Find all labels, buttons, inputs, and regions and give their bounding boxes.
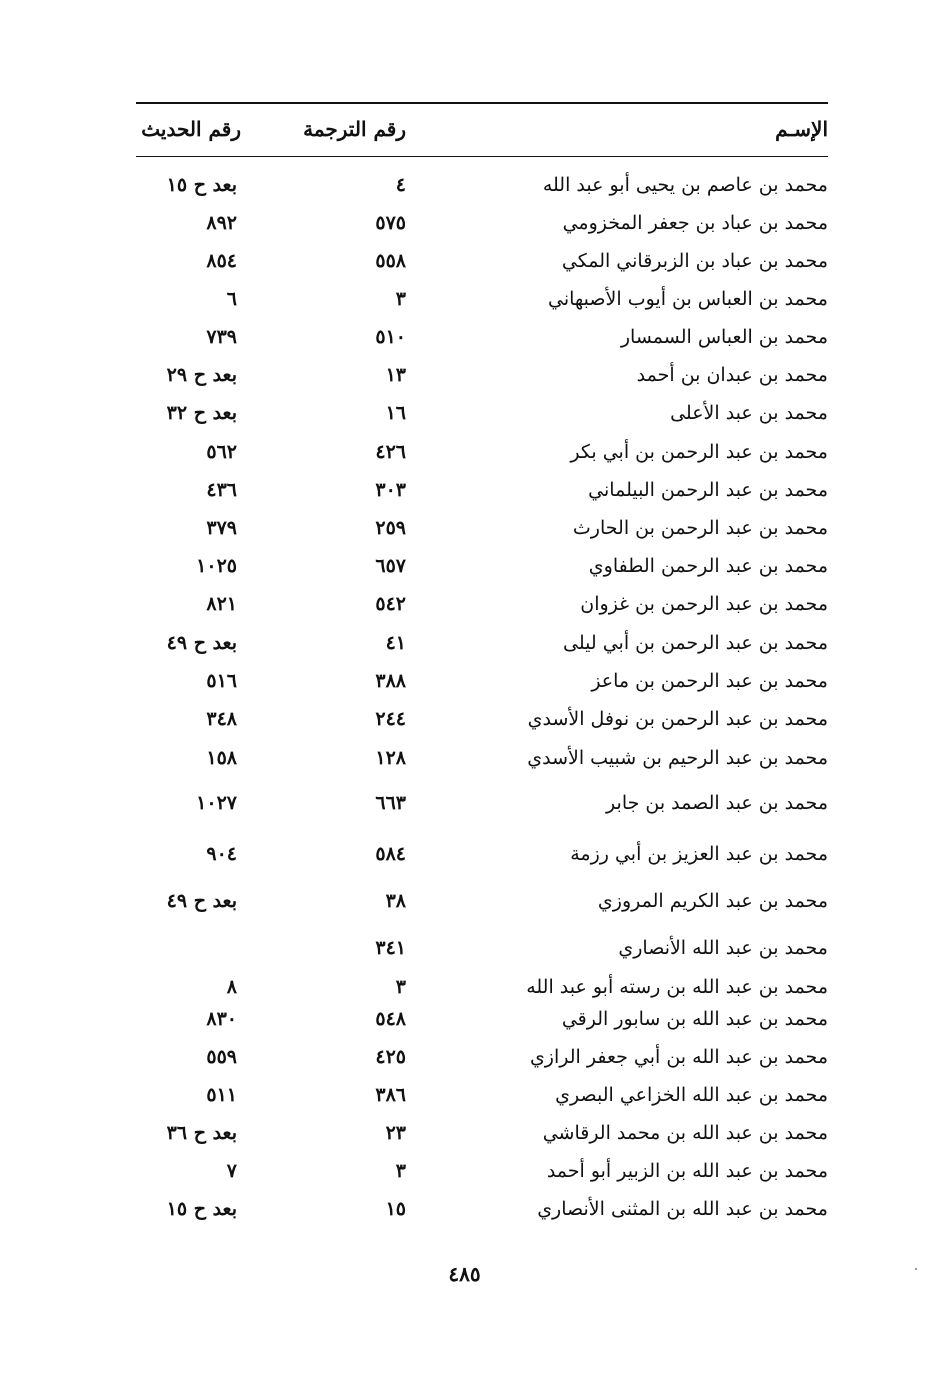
row-name: محمد بن عبد الله بن رسته أبو عبد الله (526, 976, 828, 998)
row-tarjama-number: ٣٨٨ (375, 670, 406, 692)
table-row (0, 1116, 929, 1150)
row-name: محمد بن عباد بن الزبرقاني المكي (561, 250, 828, 272)
row-name: محمد بن عبد العزيز بن أبي رزمة (570, 843, 828, 865)
header-tarjama-number: رقم الترجمة (303, 117, 406, 141)
row-name: محمد بن عباد بن جعفر المخزومي (562, 212, 828, 234)
row-name: محمد بن عبد الصمد بن جابر (606, 792, 828, 814)
table-row (0, 206, 929, 240)
row-tarjama-number: ٤ (395, 174, 406, 196)
row-hadith-number: ٥١٦ (206, 670, 237, 692)
row-tarjama-number: ١٢٨ (375, 747, 406, 769)
row-tarjama-number: ٦٦٣ (375, 792, 406, 814)
row-tarjama-number: ٣٨ (385, 890, 406, 912)
row-tarjama-number: ٣ (395, 288, 406, 310)
row-hadith-number: ٨٢١ (206, 593, 237, 615)
row-tarjama-number: ٥٧٥ (375, 212, 406, 234)
row-hadith-number: ٧٣٩ (206, 326, 237, 348)
row-tarjama-number: ٣٤١ (375, 937, 406, 959)
row-tarjama-number: ٥٨٤ (375, 843, 406, 865)
table-row (0, 837, 929, 871)
row-name: محمد بن عبد الله بن سابور الرقي (561, 1008, 828, 1030)
row-name: محمد بن عبد الرحمن البيلماني (588, 479, 828, 501)
table-row (0, 702, 929, 736)
row-tarjama-number: ٢٥٩ (375, 517, 406, 539)
row-tarjama-number: ٥١٠ (375, 326, 406, 348)
row-hadith-number: ٨ (226, 976, 237, 998)
header-rule (136, 156, 828, 157)
table-row (0, 358, 929, 392)
table-row (0, 511, 929, 545)
row-hadith-number: ٨٣٠ (206, 1008, 237, 1030)
row-name: محمد بن عبد الرحمن بن غزوان (580, 593, 828, 615)
row-tarjama-number: ١٥ (385, 1198, 406, 1220)
table-row (0, 1192, 929, 1226)
row-name: محمد بن عبدان بن أحمد (636, 364, 828, 386)
header-name: الإسـم (775, 117, 828, 141)
table-row (0, 320, 929, 354)
page-number: ٤٨٥ (448, 1262, 481, 1286)
row-tarjama-number: ٣٨٦ (375, 1084, 406, 1106)
row-tarjama-number: ٢٣ (385, 1122, 406, 1144)
row-hadith-number: ٥٦٢ (206, 441, 237, 463)
row-tarjama-number: ٤٢٦ (375, 441, 406, 463)
row-tarjama-number: ٥٤٢ (375, 593, 406, 615)
row-tarjama-number: ٣ (395, 1160, 406, 1182)
table-row (0, 435, 929, 469)
table-row (0, 244, 929, 278)
row-name: محمد بن عبد الرحمن بن ماعز (591, 670, 828, 692)
row-hadith-number: ١٠٢٧ (196, 792, 237, 814)
row-hadith-number: ٥١١ (206, 1084, 237, 1106)
row-hadith-number: ٩٠٤ (206, 843, 237, 865)
row-name: محمد بن عبد الله بن الزبير أبو أحمد (546, 1160, 828, 1182)
table-row (0, 741, 929, 775)
row-hadith-number: ٨٥٤ (206, 250, 237, 272)
row-hadith-number: بعد ح ٣٢ (166, 402, 237, 424)
table-row (0, 664, 929, 698)
table-row (0, 168, 929, 202)
row-hadith-number: ٥٥٩ (206, 1046, 237, 1068)
row-tarjama-number: ٢٤٤ (375, 708, 406, 730)
row-tarjama-number: ٤٢٥ (375, 1046, 406, 1068)
table-row (0, 1002, 929, 1036)
table-row (0, 396, 929, 430)
row-hadith-number: ٧ (226, 1160, 237, 1182)
row-name: محمد بن عبد الرحمن بن أبي ليلى (563, 632, 828, 654)
row-hadith-number: ٣٤٨ (206, 708, 237, 730)
row-hadith-number: بعد ح ٣٦ (166, 1122, 237, 1144)
row-name: محمد بن عبد الله بن أبي جعفر الرازي (529, 1046, 828, 1068)
row-hadith-number: بعد ح ١٥ (166, 1198, 237, 1220)
table-row (0, 587, 929, 621)
table-row (0, 549, 929, 583)
row-name: محمد بن عبد الله بن محمد الرقاشي (542, 1122, 828, 1144)
row-hadith-number: ٨٩٢ (206, 212, 237, 234)
row-name: محمد بن عبد الكريم المروزي (597, 890, 828, 912)
row-name: محمد بن عاصم بن يحيى أبو عبد الله (542, 174, 828, 196)
row-hadith-number: بعد ح ٤٩ (166, 632, 237, 654)
row-name: محمد بن عبد الله الأنصاري (618, 937, 828, 959)
row-name: محمد بن عبد الرحمن الطفاوي (588, 555, 828, 577)
row-tarjama-number: ٣٠٣ (375, 479, 406, 501)
table-row (0, 970, 929, 1004)
row-hadith-number: بعد ح ٢٩ (166, 364, 237, 386)
row-name: محمد بن عبد الرحمن بن نوفل الأسدي (527, 708, 828, 730)
table-row (0, 931, 929, 965)
table-row (0, 1040, 929, 1074)
row-tarjama-number: ٣ (395, 976, 406, 998)
row-tarjama-number: ٤١ (385, 632, 406, 654)
row-name: محمد بن عبد الرحيم بن شبيب الأسدي (527, 747, 828, 769)
row-hadith-number: بعد ح ٤٩ (166, 890, 237, 912)
table-row (0, 786, 929, 820)
row-name: محمد بن عبد الله بن المثنى الأنصاري (537, 1198, 828, 1220)
row-name: محمد بن عبد الرحمن بن أبي بكر (570, 441, 828, 463)
top-rule (136, 102, 828, 104)
table-row (0, 1154, 929, 1188)
row-hadith-number: ١٥٨ (206, 747, 237, 769)
row-tarjama-number: ١٦ (385, 402, 406, 424)
table-row (0, 1078, 929, 1112)
row-hadith-number: بعد ح ١٥ (166, 174, 237, 196)
margin-speck (915, 1268, 917, 1270)
table-row (0, 282, 929, 316)
table-row (0, 473, 929, 507)
row-hadith-number: ٣٧٩ (206, 517, 237, 539)
header-hadith-number: رقم الحديث (141, 117, 241, 141)
row-name: محمد بن عبد الرحمن بن الحارث (572, 517, 828, 539)
row-tarjama-number: ٥٤٨ (375, 1008, 406, 1030)
row-tarjama-number: ٦٥٧ (375, 555, 406, 577)
table-row (0, 626, 929, 660)
row-name: محمد بن العباس بن أيوب الأصبهاني (548, 288, 828, 310)
row-name: محمد بن العباس السمسار (620, 326, 828, 348)
row-tarjama-number: ١٣ (385, 364, 406, 386)
row-hadith-number: ٦ (226, 288, 237, 310)
row-name: محمد بن عبد الله الخزاعي البصري (555, 1084, 828, 1106)
row-hadith-number: ٤٣٦ (206, 479, 237, 501)
row-tarjama-number: ٥٥٨ (375, 250, 406, 272)
table-row (0, 884, 929, 918)
row-hadith-number: ١٠٢٥ (196, 555, 237, 577)
row-name: محمد بن عبد الأعلى (670, 402, 828, 424)
